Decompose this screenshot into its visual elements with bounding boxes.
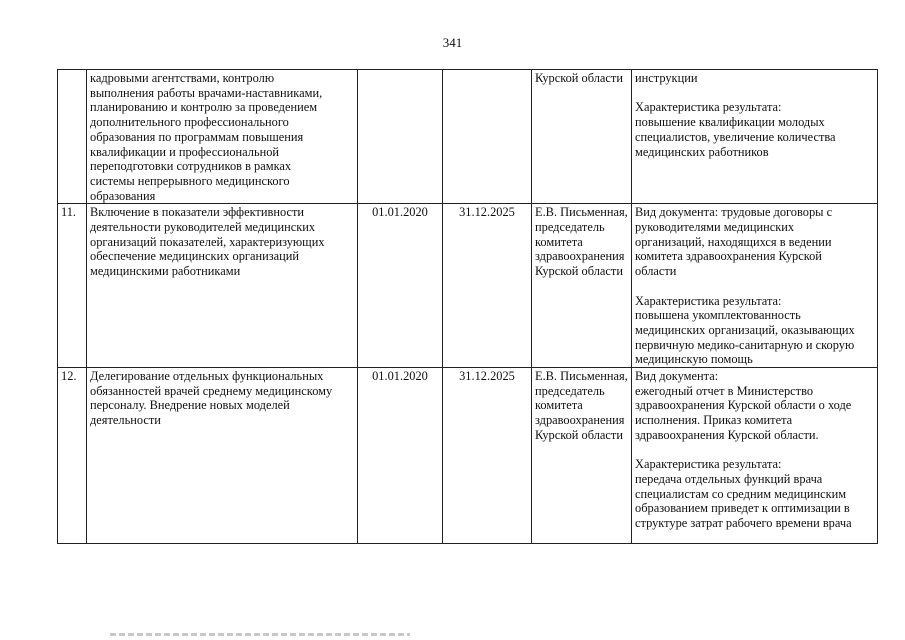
- text-line: председатель: [535, 383, 605, 398]
- text-line: Е.В. Письменная,: [535, 205, 628, 220]
- action-plan-table: [57, 69, 878, 544]
- text-line: организаций, находящихся в ведении: [635, 234, 832, 249]
- end-date-cell: [443, 204, 532, 368]
- text-line: организаций показателей, характеризующих: [90, 234, 325, 249]
- table-row: [58, 204, 878, 368]
- text-line: персоналу. Внедрение новых моделей: [90, 398, 290, 413]
- text-line: образования по программам повышения: [90, 129, 304, 144]
- page-number: 341: [442, 35, 463, 50]
- text-line: выполнения работы врачами-наставниками,: [90, 85, 323, 100]
- text-line: специалистов, увеличение количества: [635, 129, 836, 144]
- text-line: Характеристика результата:: [635, 457, 782, 472]
- paragraph-gap: [635, 86, 874, 101]
- row-number-cell: [58, 204, 87, 368]
- text-line: председатель: [535, 220, 605, 235]
- text-line: повышена укомплектованность: [635, 308, 801, 323]
- text-line: Характеристика результата:: [635, 100, 782, 115]
- text-line: ежегодный отчет в Министерство: [635, 383, 814, 398]
- text-line: медицинских организаций, оказывающих: [635, 322, 855, 337]
- responsible-cell: [532, 368, 632, 544]
- text-line: Включение в показатели эффективности: [90, 205, 305, 220]
- text-line: комитета: [535, 398, 583, 413]
- scan-artifact-line: [110, 633, 410, 636]
- text-line: Курской области: [535, 264, 623, 279]
- start-date-cell: [358, 204, 443, 368]
- row-number-cell: [58, 368, 87, 544]
- text-line: медицинскую помощь: [635, 352, 753, 367]
- text-line: области: [635, 264, 677, 279]
- row-number: 12.: [61, 369, 77, 384]
- text-line: Вид документа: трудовые договоры с: [635, 205, 833, 220]
- text-line: специалистам со средним медицинским: [635, 486, 847, 501]
- text-line: структуре затрат рабочего времени врача: [635, 516, 852, 531]
- text-line: повышение квалификации молодых: [635, 115, 825, 130]
- text-line: планированию и контролю за проведением: [90, 100, 318, 115]
- text-line: Курской области: [535, 71, 623, 85]
- start-date-cell: [358, 368, 443, 544]
- start-date: 01.01.2020: [372, 205, 428, 220]
- text-line: кадровыми агентствами, контролю: [90, 71, 275, 85]
- start-date-cell: [358, 70, 443, 204]
- text-line: образования: [90, 188, 156, 203]
- text-line: деятельности: [90, 413, 161, 428]
- start-date: 01.01.2020: [372, 369, 428, 384]
- result-cell: [632, 70, 878, 204]
- end-date: 31.12.2025: [459, 369, 515, 384]
- text-line: обеспечение медицинских организаций: [90, 249, 300, 264]
- measure-description-cell: [87, 368, 358, 544]
- text-line: Делегирование отдельных функциональных: [90, 369, 324, 384]
- text-line: здравоохранения Курской области о ходе: [635, 398, 852, 413]
- row-number-cell: [58, 70, 87, 204]
- text-line: медицинскими работниками: [90, 264, 241, 279]
- end-date-cell: [443, 70, 532, 204]
- text-line: здравоохранения: [535, 413, 625, 428]
- text-line: передача отдельных функций врача: [635, 471, 823, 486]
- responsible-cell: [532, 70, 632, 204]
- result-cell: [632, 204, 878, 368]
- measure-description-cell: [87, 204, 358, 368]
- text-line: инструкции: [635, 71, 698, 85]
- text-line: Характеристика результата:: [635, 293, 782, 308]
- text-line: комитета: [535, 234, 583, 249]
- text-line: Е.В. Письменная,: [535, 369, 628, 384]
- text-line: системы непрерывного медицинского: [90, 173, 290, 188]
- text-line: переподготовки сотрудников в рамках: [90, 159, 292, 174]
- measure-description-cell: [87, 70, 358, 204]
- paragraph-gap: [635, 279, 874, 294]
- text-line: Вид документа:: [635, 369, 719, 384]
- row-number: 11.: [61, 205, 77, 220]
- text-line: комитета здравоохранения Курской: [635, 249, 822, 264]
- text-line: здравоохранения Курской области.: [635, 427, 819, 442]
- text-line: деятельности руководителей медицинских: [90, 220, 316, 235]
- text-line: Курской области: [535, 427, 623, 442]
- text-line: дополнительного профессионального: [90, 115, 289, 130]
- table-row: [58, 70, 878, 204]
- end-date-cell: [443, 368, 532, 544]
- text-line: обязанностей врачей среднему медицинскому: [90, 383, 333, 398]
- end-date: 31.12.2025: [459, 205, 515, 220]
- text-line: руководителями медицинских: [635, 220, 795, 235]
- text-line: первичную медико-санитарную и скорую: [635, 337, 855, 352]
- text-line: исполнения. Приказ комитета: [635, 413, 793, 428]
- table-row: [58, 368, 878, 544]
- text-line: образованием приведет к оптимизации в: [635, 501, 850, 516]
- text-line: медицинских работников: [635, 144, 769, 159]
- paragraph-gap: [635, 443, 874, 458]
- text-line: здравоохранения: [535, 249, 625, 264]
- result-cell: [632, 368, 878, 544]
- responsible-cell: [532, 204, 632, 368]
- text-line: квалификации и профессиональной: [90, 144, 280, 159]
